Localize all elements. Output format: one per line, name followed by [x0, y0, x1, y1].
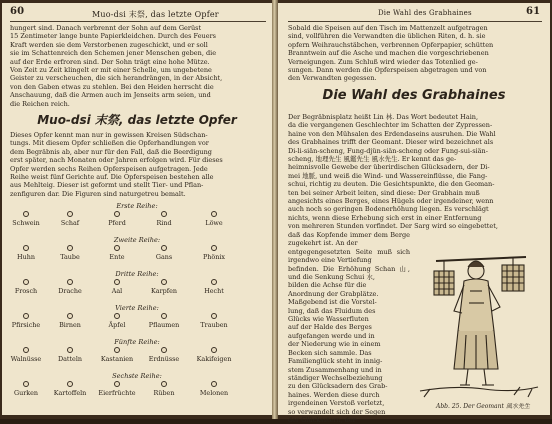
- offering-dish-circle: [161, 313, 167, 319]
- text-line: von den Gaben etwas zu stehlen. Bei den Heiden herrscht die: [10, 82, 214, 91]
- text-line: sind, vollführen die Verwandten die üblichen Riten, d. h. sie: [288, 32, 486, 41]
- text-line: ständiger Wechselbeziehung: [288, 373, 383, 382]
- offering-name: Rind: [156, 219, 172, 227]
- text-line: Verneigungen. Zum Schluß wird wieder das Totenlied ge-: [288, 57, 478, 66]
- text-line: da die vergangenen Geschlechter im Schatten der Zypressen-: [288, 121, 493, 130]
- left-paragraph-2: [10, 131, 266, 198]
- text-line: des Grabhaines trifft der Geomant. Dieser wird bezeichnet als: [288, 138, 494, 147]
- text-line: der Glücksstern, der: [288, 415, 356, 424]
- offering-dish-circle: [114, 313, 120, 319]
- text-line: Anschauung, daß die Armen auch im Jenseits arm seien, und: [10, 91, 211, 100]
- text-line: Glücks wie Wasserfluten: [288, 315, 369, 324]
- offering-dish-circle: [211, 245, 217, 251]
- text-line: daß das Kopfende immer dem Berge zugekehrt ist. An der: [288, 231, 410, 248]
- text-line: scheng, 地理先生 風鑑先生 風水先生. Er kennt das ge-: [288, 155, 457, 164]
- offering-dish-circle: [114, 347, 120, 353]
- offering-name: Ente: [109, 253, 125, 261]
- offering-name: Datteln: [57, 355, 82, 363]
- offering-dish-circle: [23, 381, 29, 387]
- offering-name: Drache: [58, 287, 82, 295]
- text-line: lung, daß das Fluidum des: [288, 306, 376, 315]
- row-label: Sechste Reihe:: [112, 372, 162, 380]
- text-line: Opfer werden sechs Reihen Opferspeisen aufgetragen. Jede: [10, 164, 208, 173]
- offering-name: Schwein: [12, 219, 40, 227]
- text-line: Von Zeit zu Zeit klingelt er mit einer Schelle, um ungebetene: [10, 66, 212, 75]
- offering-dish-circle: [211, 313, 217, 319]
- text-line: 15 Zentimeter lange bunte Papierkleidchen. Durch des Feuers: [10, 32, 217, 41]
- text-line: ten bei seiner Arbeit leiten, sind diese: Der Grabhain muß: [288, 188, 480, 197]
- text-line: mei 地脈, und weiß die Wind- und Wassereinflüsse, die Fang-: [288, 171, 488, 180]
- text-line: Branntwein auf die Asche und machen die vorgeschriebenen: [288, 49, 489, 58]
- text-line: Dieses Opfer kennt man nur in gewissen Kreisen Südschan-: [10, 131, 208, 139]
- offering-name: Pflaumen: [148, 321, 180, 329]
- offering-dish-circle: [67, 381, 73, 387]
- offering-name: Äpfel: [108, 321, 126, 329]
- offering-dish-circle: [67, 313, 73, 319]
- text-line: zu den Glücksadern des Grab-: [288, 382, 388, 391]
- text-line: tungs. Mit diesem Opfer schließen die Opferhandlungen vor: [10, 139, 209, 148]
- offering-dish-circle: [23, 279, 29, 285]
- text-line: Becken sich sammle. Das: [288, 348, 372, 357]
- figure-caption: Abb. 25. Der Geomant 風水先生: [436, 403, 530, 410]
- text-line: auf der Halde des Berges: [288, 323, 372, 332]
- offering-dish-circle: [161, 347, 167, 353]
- text-line: Sobald die Speisen auf den Tisch im Mattenzelt aufgetragen: [288, 24, 488, 32]
- right-paragraph-2: [288, 113, 542, 231]
- text-line: heimnisvolle Gewebe der überirdischen Glücksadern, der Di-: [288, 163, 490, 172]
- text-line: zenfiguren dar. Die Figuren sind naturgetreu bemalt.: [10, 189, 186, 198]
- left-paragraph-1: [10, 24, 266, 108]
- offering-name: Kakifeigen: [196, 355, 232, 363]
- offering-dish-circle: [161, 211, 167, 217]
- row-label: Dritte Reihe:: [115, 270, 159, 278]
- offering-dish-circle: [67, 211, 73, 217]
- text-line: opfern Weihrauchstäbchen, verbrennen Opferpapier, schütten: [288, 40, 494, 49]
- text-line: schui, richtig zu deuten. Die Gesichtspunkte, die den Geoman-: [288, 180, 495, 189]
- offering-dish-circle: [211, 211, 217, 217]
- right-header-rule: [288, 21, 542, 22]
- text-line: Geister zu verscheuchen, die sich herandrängen, in der Absicht,: [10, 74, 223, 83]
- text-line: von mehreren Stunden vorfindet. Der Sarg wird so eingebettet,: [288, 222, 498, 231]
- offering-name: Hecht: [204, 287, 224, 295]
- text-line: stem Zusammenhang und in: [288, 365, 382, 374]
- offering-dish-circle: [23, 313, 29, 319]
- text-line: Di-li-siän-scheng, Fung-djün-siän-scheng oder Fung-sui-siän-: [288, 146, 488, 155]
- row-label: Zweite Reihe:: [113, 236, 161, 244]
- left-header-rule: [10, 21, 266, 22]
- text-line: sie im Schattenreich den Schemen jener Menschen geben, die: [10, 49, 217, 58]
- offering-name: Aal: [111, 287, 123, 295]
- geomant-illustration: [414, 251, 544, 401]
- offering-dish-circle: [23, 347, 29, 353]
- text-line: Familienglück steht in innig-: [288, 357, 383, 366]
- offering-dish-circle: [114, 381, 120, 387]
- offering-dish-circle: [23, 245, 29, 251]
- offering-name: Pferd: [108, 219, 126, 227]
- row-label: Vierte Reihe:: [115, 304, 159, 312]
- offering-name: Gans: [155, 253, 173, 261]
- text-line: haine von den Mühsalen des Erdendaseins ausruhen. Die Wahl: [288, 129, 496, 138]
- offering-name: Melonen: [199, 389, 229, 397]
- text-line: Anordnung der Grabplätze.: [288, 289, 379, 298]
- text-line: die Reichen reich.: [10, 99, 70, 108]
- offering-dish-circle: [161, 381, 167, 387]
- right-paragraph-1: [288, 24, 542, 83]
- text-line: befinden. Die Erhöhung Schan 山, und die Senkung Schui 水,: [288, 264, 410, 282]
- offering-dish-circle: [67, 245, 73, 251]
- text-line: Der Begräbnisplatz heißt Lin 林. Das Wort bedeutet Hain,: [288, 113, 479, 121]
- offering-name: Frosch: [14, 287, 38, 295]
- offering-name: Walnüsse: [10, 355, 42, 363]
- offering-dish-circle: [67, 279, 73, 285]
- offering-dish-circle: [23, 211, 29, 217]
- text-line: angesichts eines Berges, eines Hügels oder irgendeiner, wenn: [288, 197, 494, 206]
- text-line: irgendeinen Verstoß verletzt,: [288, 399, 385, 408]
- offering-dish-circle: [211, 279, 217, 285]
- text-line: entgegengesetzten Seite muß sich irgendwo eine Vertiefung: [288, 247, 410, 265]
- text-line: Reihe weist fünf Gerichte auf. Die Opferspeisen bestehen alle: [10, 173, 214, 182]
- left-section-title: Muo-dsi 末祭, das letzte Opfer: [37, 113, 237, 127]
- offering-name: Eierfrüchte: [98, 389, 136, 397]
- offering-name: Taube: [60, 253, 80, 261]
- text-line: so verwandelt sich der Segen: [288, 407, 386, 416]
- offering-name: Gurken: [13, 389, 39, 397]
- text-line: dem Begräbnis ab, aber nur für den Fall, daß die Beerdigung: [10, 147, 212, 156]
- offering-dish-circle: [114, 279, 120, 285]
- offering-name: Huhn: [17, 253, 35, 261]
- offering-dish-circle: [114, 245, 120, 251]
- offering-name: Karpfen: [151, 287, 177, 295]
- text-line: aufgefangen werde und in: [288, 331, 375, 340]
- offering-name: Schaf: [60, 219, 80, 227]
- right-section-title: Die Wahl des Grabhaines: [322, 88, 506, 103]
- text-line: sungen. Dann werden die Opferspeisen abgetragen und von: [288, 66, 487, 75]
- offering-dish-circle: [211, 347, 217, 353]
- right-page: [278, 3, 550, 424]
- text-line: bilden die Achse für die: [288, 281, 367, 290]
- row-label: Erste Reihe:: [116, 202, 158, 210]
- offering-name: Birnen: [59, 321, 81, 329]
- text-line: Kraft werden sie dem Verstorbenen zugeschickt, und er soll: [10, 40, 208, 49]
- text-line: den Verwandten gegessen.: [288, 74, 377, 83]
- offering-name: Kartoffeln: [53, 389, 87, 397]
- offering-name: Erdnüsse: [148, 355, 180, 363]
- left-page: [2, 3, 272, 415]
- text-line: auf der Erde erfroren sind. Der Sohn trägt eine hohe Mütze.: [10, 57, 210, 66]
- offering-name: Rüben: [153, 389, 175, 397]
- row-label: Fünfte Reihe:: [114, 338, 160, 346]
- right-paragraph-2-narrow: [288, 231, 410, 424]
- left-page-number: 60: [10, 6, 25, 17]
- offering-dish-circle: [161, 279, 167, 285]
- offering-dish-circle: [67, 347, 73, 353]
- offering-name: Pfirsiche: [11, 321, 41, 329]
- offering-name: Löwe: [205, 219, 223, 227]
- text-line: der Niederung wie in einem: [288, 340, 381, 349]
- offering-name: Phönix: [202, 253, 226, 261]
- text-line: auch noch so geringen Bodenerhöhung liegen. Es verschlägt: [288, 205, 489, 214]
- text-line: haines. Werden diese durch: [288, 390, 380, 399]
- offering-name: Kastanien: [100, 355, 134, 363]
- text-line: erst später, nach Monaten oder Jahren erfolgen wird. Für dieses: [10, 156, 223, 165]
- left-running-head: Muo-dsi 末祭, das letzte Opfer: [92, 10, 219, 19]
- right-page-number: 61: [526, 6, 541, 17]
- offering-name: Trauben: [200, 321, 228, 329]
- offering-dish-circle: [161, 245, 167, 251]
- text-line: Maßgebend ist die Vorstel-: [288, 298, 377, 307]
- offering-dish-circle: [211, 381, 217, 387]
- right-running-head: Die Wahl des Grabhaines: [378, 9, 472, 17]
- text-line: aus Mehlteig. Dieser ist geformt und stellt Tier- und Pflan-: [10, 181, 204, 190]
- text-line: nichts, wenn diese Erhebung sich erst in einer Entfernung: [288, 213, 482, 222]
- offering-dish-circle: [114, 211, 120, 217]
- text-line: hungert sind. Danach verbrennt der Sohn auf dem Gerüst: [10, 24, 202, 32]
